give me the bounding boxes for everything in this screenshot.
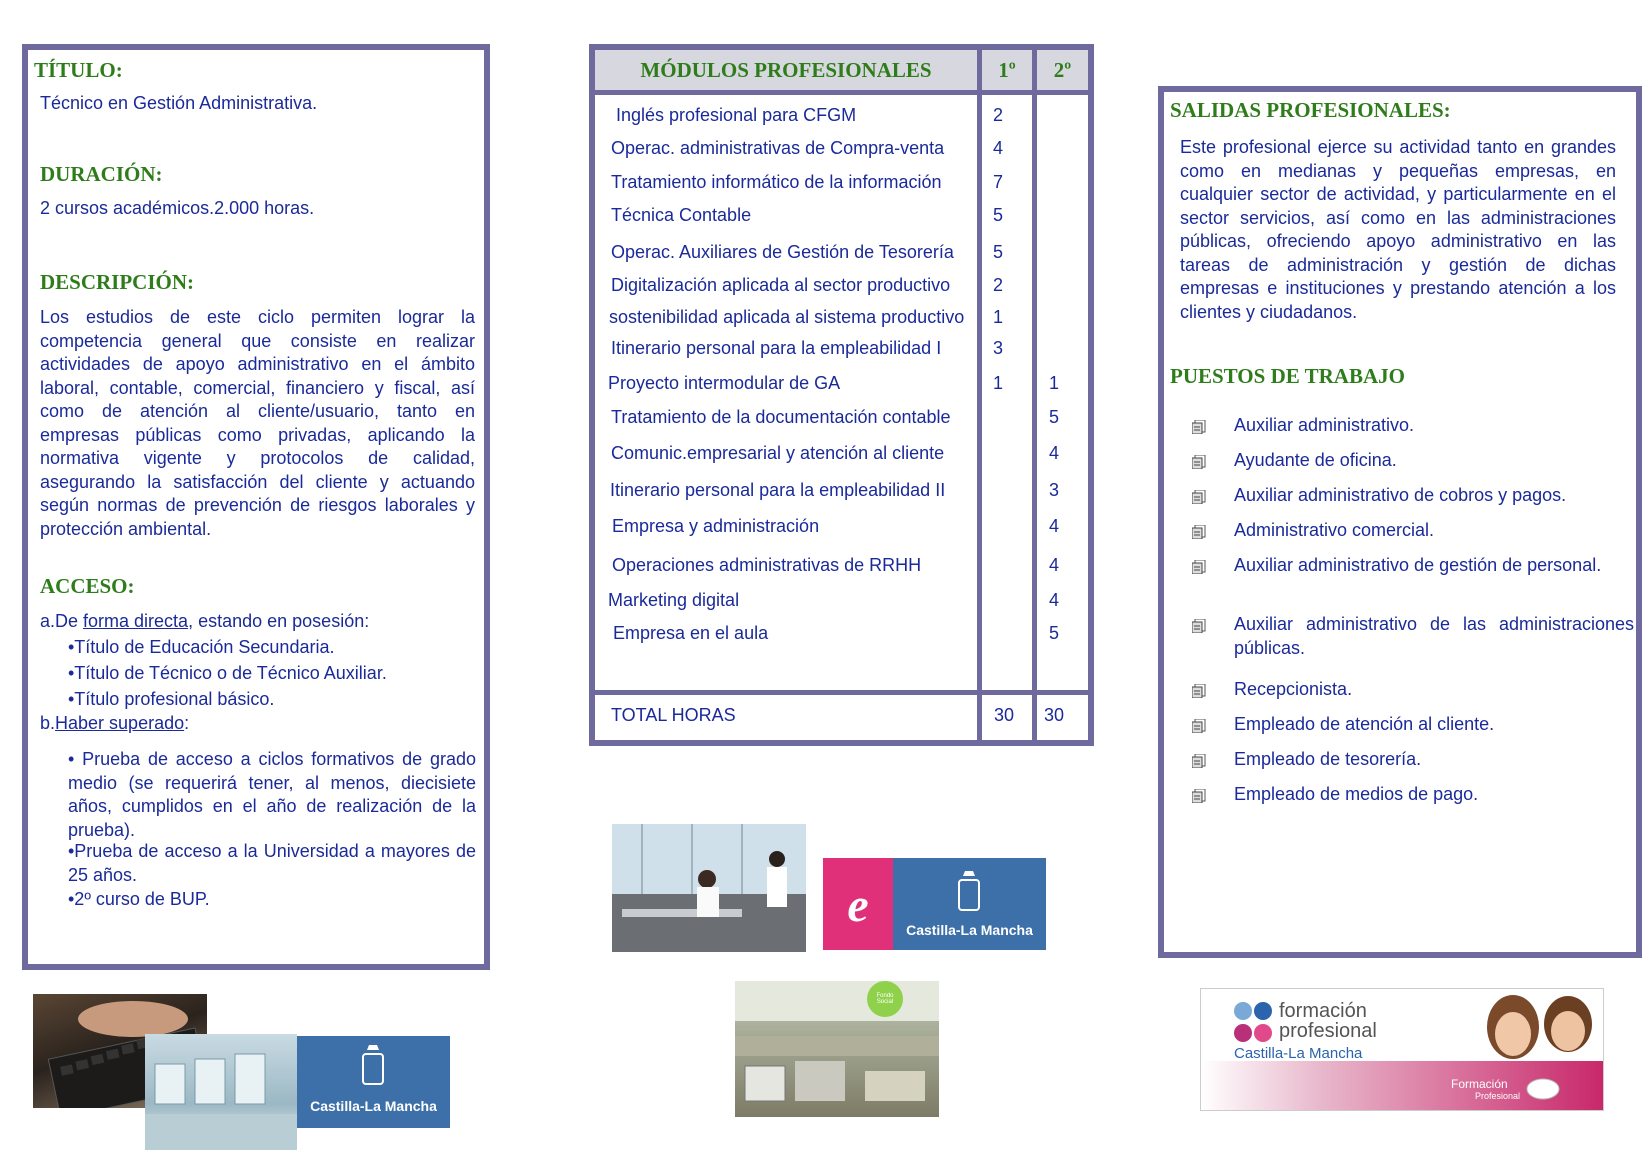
total-year2: 30 <box>1043 705 1065 725</box>
module-name: Marketing digital <box>608 590 740 610</box>
e-logo-panel <box>823 858 893 950</box>
job-item: Auxiliar administrativo de las administraciones públicas. <box>1234 614 1634 658</box>
module-name: Operac. Auxiliares de Gestión de Tesorería <box>611 242 954 262</box>
document-bullet-icon <box>1192 619 1206 633</box>
document-bullet-icon <box>1192 719 1206 733</box>
fp-line3: Castilla-La Mancha <box>1234 1045 1363 1062</box>
castilla-logo-text: Castilla-La Mancha <box>310 1098 437 1114</box>
module-name: Técnica Contable <box>611 205 752 225</box>
acceso-b-item: •2º curso de BUP. <box>68 889 210 909</box>
job-item: Auxiliar administrativo de gestión de personal. <box>1234 555 1602 575</box>
module-name: Tratamiento de la documentación contable <box>611 407 951 427</box>
module-name: Operaciones administrativas de RRHH <box>612 555 922 575</box>
acceso-b-item: •Prueba de acceso a la Universidad a mayores de 25 años. <box>68 841 476 885</box>
document-bullet-icon <box>1192 560 1206 574</box>
fp-line2: profesional <box>1279 1020 1377 1042</box>
puestos-heading: PUESTOS DE TRABAJO <box>1170 364 1405 388</box>
module-name: Operac. administrativas de Compra-venta <box>611 138 945 158</box>
module-hours-year1: 3 <box>992 338 1003 358</box>
job-item: Empleado de tesorería. <box>1234 749 1422 769</box>
fp-banner-text2: Profesional <box>1475 1091 1521 1101</box>
modules-table <box>589 44 1094 746</box>
module-name: sostenibilidad aplicada al sistema productivo <box>609 307 965 327</box>
document-bullet-icon <box>1192 684 1206 698</box>
module-hours-year1: 5 <box>992 205 1003 225</box>
module-hours-year1: 4 <box>992 138 1003 158</box>
fp-line1: formación <box>1279 1000 1367 1022</box>
acceso-a-item: •Título de Técnico o de Técnico Auxiliar. <box>68 663 387 683</box>
castilla-logo-text: Castilla-La Mancha <box>906 922 1033 938</box>
job-item: Auxiliar administrativo. <box>1234 415 1415 435</box>
forma-directa-link: forma directa <box>83 611 189 631</box>
module-hours-year2: 3 <box>1048 480 1059 500</box>
right-panel <box>1158 86 1642 958</box>
castilla-e-logo <box>823 858 1046 950</box>
open-office-image <box>735 981 939 1117</box>
acceso-a-item: •Título de Educación Secundaria. <box>68 637 335 657</box>
document-bullet-icon <box>1192 420 1206 434</box>
document-bullet-icon <box>1192 455 1206 469</box>
table-divider <box>1032 50 1037 740</box>
open-office-photo <box>735 981 939 1117</box>
desk-sign-text: Fondo Social <box>876 993 894 1005</box>
descripcion-heading: DESCRIPCIÓN: <box>40 270 195 294</box>
duracion-heading: DURACIÓN: <box>40 162 163 186</box>
salidas-heading: SALIDAS PROFESIONALES: <box>1170 98 1451 122</box>
lab-image <box>145 1034 297 1150</box>
module-name: Comunic.empresarial y atención al cliente <box>611 443 945 463</box>
salidas-text: Este profesional ejerce su actividad tanto en grandes como en medianas y pequeñas empresas, en cualquier sector de actividad, y particularmente en el sector servicios, así como en las administraciones públicas, ofreciendo apoyo administrativo en las tareas de administración y gestión de dichas empresas e instituciones y prestando atención a los clientes y ciudadanos. <box>1180 137 1616 322</box>
titulo-text: Técnico en Gestión Administrativa. <box>40 93 318 113</box>
acceso-b-item: • Prueba de acceso a ciclos formativos de grado medio (se requerirá tener, al menos, diecisiete años, cumplidos en el año de realización de la prueba). <box>68 749 476 840</box>
module-hours-year2: 4 <box>1048 443 1059 463</box>
module-name: Tratamiento informático de la información <box>611 172 942 192</box>
module-hours-year1: 1 <box>992 373 1003 393</box>
table-divider <box>595 90 1088 95</box>
left-panel <box>22 44 490 970</box>
haber-superado-link: Haber superado <box>55 713 185 733</box>
total-year1: 30 <box>993 705 1015 725</box>
module-hours-year1: 5 <box>992 242 1003 262</box>
module-name: Empresa y administración <box>612 516 820 536</box>
total-label: TOTAL HORAS <box>611 705 736 725</box>
acceso-b-suffix: : <box>184 713 190 733</box>
col-year2-header: 2º <box>1037 50 1088 90</box>
acceso-a <box>40 610 369 634</box>
document-bullet-icon <box>1192 525 1206 539</box>
module-hours-year2: 1 <box>1048 373 1059 393</box>
job-item: Empleado de medios de pago. <box>1234 784 1479 804</box>
acceso-a-item: •Título profesional básico. <box>68 689 275 709</box>
module-hours-year2: 5 <box>1048 407 1059 427</box>
duracion-text: 2 cursos académicos.2.000 horas. <box>40 198 315 218</box>
office-photo <box>612 824 806 952</box>
document-bullet-icon <box>1192 754 1206 768</box>
office-image <box>612 824 806 952</box>
acceso-b <box>40 712 189 736</box>
table-divider <box>977 50 982 740</box>
module-name: Proyecto intermodular de GA <box>608 373 841 393</box>
e-letter: e <box>847 879 869 932</box>
col-modules-header: MÓDULOS PROFESIONALES <box>595 50 977 90</box>
job-item: Auxiliar administrativo de cobros y pagos. <box>1234 485 1567 505</box>
module-hours-year1: 7 <box>992 172 1003 192</box>
document-bullet-icon <box>1192 490 1206 504</box>
fp-banner-text: Formación <box>1451 1077 1508 1091</box>
module-hours-year1: 1 <box>992 307 1003 327</box>
castilla-logo-left <box>297 1036 450 1128</box>
module-hours-year1: 2 <box>992 105 1003 125</box>
module-hours-year2: 5 <box>1048 623 1059 643</box>
module-name: Empresa en el aula <box>613 623 769 643</box>
titulo-heading: TÍTULO: <box>34 58 123 82</box>
acceso-b-prefix: b. <box>40 713 56 733</box>
descripcion-text: Los estudios de este ciclo permiten lograr la competencia general que consiste en realizar actividades de apoyo administrativo en el ámbito laboral, contable, comercial, financiero y fiscal, así como de atención al cliente/usuario, tanto en empresas públicas como privadas, aplicando la normativa vigente y protocolos de calidad, asegurando la satisfacción del cliente y actuando según normas de prevención de riesgos laborales y protección ambiental. <box>40 307 475 539</box>
job-item: Empleado de atención al cliente. <box>1234 714 1495 734</box>
module-name: Itinerario personal para la empleabilidad II <box>610 480 946 500</box>
acceso-a-suffix: , estando en posesión: <box>188 611 370 631</box>
acceso-heading: ACCESO: <box>40 574 135 598</box>
module-name: Digitalización aplicada al sector productivo <box>611 275 951 295</box>
job-item: Recepcionista. <box>1234 679 1353 699</box>
table-divider <box>595 690 1088 695</box>
acceso-a-prefix: a.De <box>40 611 84 631</box>
job-item: Administrativo comercial. <box>1234 520 1435 540</box>
castilla-logo-center <box>893 858 1046 950</box>
module-hours-year2: 4 <box>1048 555 1059 575</box>
module-hours-year2: 4 <box>1048 516 1059 536</box>
module-hours-year2: 4 <box>1048 590 1059 610</box>
module-name: Inglés profesional para CFGM <box>616 105 857 125</box>
document-bullet-icon <box>1192 789 1206 803</box>
job-item: Ayudante de oficina. <box>1234 450 1397 470</box>
crest-icon <box>297 1036 450 1128</box>
col-year1-header: 1º <box>982 50 1032 90</box>
lab-photo <box>145 1034 297 1150</box>
module-hours-year1: 2 <box>992 275 1003 295</box>
module-name: Itinerario personal para la empleabilidad I <box>611 338 942 358</box>
fp-banner <box>1200 988 1604 1111</box>
